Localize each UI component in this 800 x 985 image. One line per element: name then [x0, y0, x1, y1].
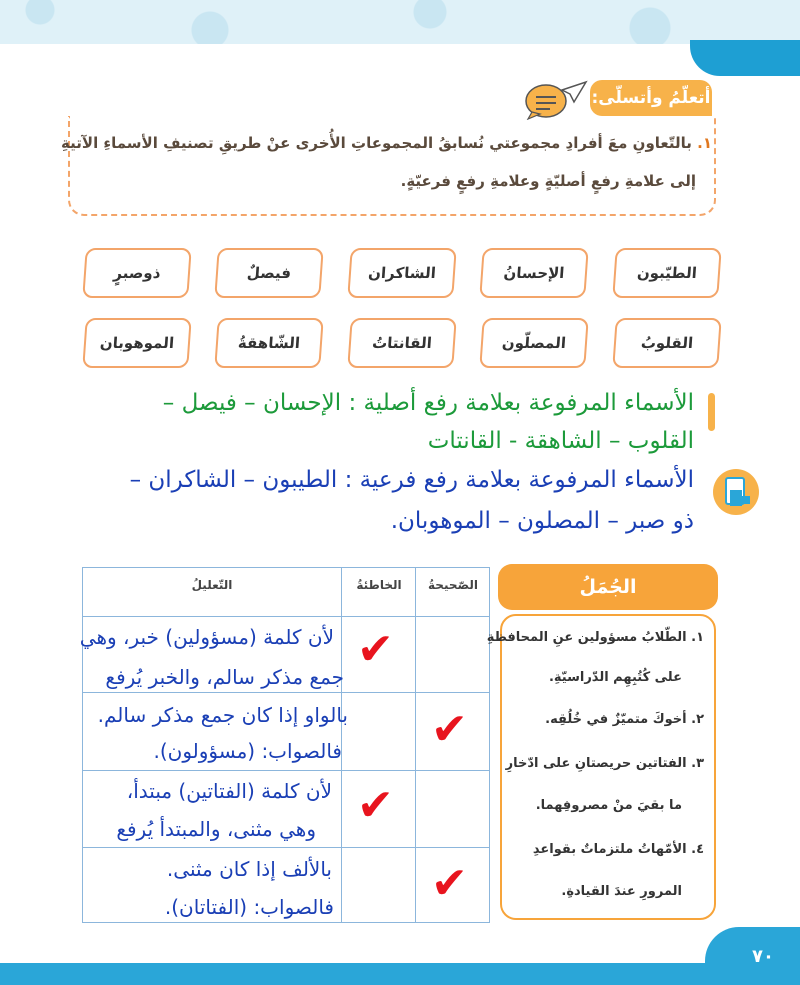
top-corner-band	[690, 40, 800, 76]
top-decorative-band	[0, 0, 800, 44]
reason-1-line-4: فالصواب: (مسؤولون).	[153, 739, 342, 763]
table-row-divider	[83, 692, 489, 693]
original-sign-answer-line-2: القلوب – الشاهقة - القانتات	[427, 428, 694, 454]
reason-1-line-1: لأن كلمة (مسؤولين) خبر، وهي	[79, 625, 334, 649]
header-correct: الصّحيحةُ	[428, 578, 478, 592]
table-divider	[415, 568, 416, 922]
word-card: المصلّون	[479, 318, 588, 368]
activity-icon	[712, 466, 760, 518]
question-box	[68, 116, 716, 216]
sentence-1-line-2: على كُتُبِهِم الدّراسيّةِ.	[548, 670, 682, 685]
check-mark-wrong-3: ✔	[357, 780, 394, 831]
bottom-decorative-band	[0, 963, 800, 985]
sentence-1-line-1: ١. الطّلابُ مسؤولين عنِ المحافظةِ	[486, 630, 704, 645]
word-card: الطيّبون	[612, 248, 721, 298]
answer-marker-bar	[708, 393, 715, 431]
sentence-4-line-2: المرورِ عندَ القيادةِ.	[561, 884, 682, 899]
question-text-1: بالتّعاونِ معَ أفرادِ مجموعتي نُسابقُ المجموعاتِ الأُخرى عنْ طريقِ تصنيفِ الأسماءِ الآتيةِ	[61, 134, 692, 152]
table-header-divider	[83, 616, 489, 617]
word-card: القانتاتُ	[347, 318, 456, 368]
page-number: ٧٠	[752, 946, 774, 967]
check-mark-correct-2: ✔	[431, 704, 468, 755]
check-mark-wrong-1: ✔	[357, 624, 394, 675]
word-card: الشّاهقةُ	[214, 318, 323, 368]
sentence-4-line-1: ٤. الأمّهاتُ ملتزماتٌ بقواعدِ	[532, 842, 704, 857]
word-card: القلوبُ	[612, 318, 721, 368]
word-card: فيصلٌ	[214, 248, 323, 298]
reason-1-line-3: بالواو إذا كان جمع مذكر سالم.	[97, 703, 348, 727]
header-reason: التّعليلُ	[191, 578, 233, 592]
reason-2-line-4: فالصواب: (الفتاتان).	[164, 895, 334, 919]
table-row-divider	[83, 770, 489, 771]
reason-1-line-2: جمع مذكر سالم، والخبر يُرفع	[105, 665, 344, 689]
sentence-3-line-1: ٣. الفتاتين حريصتانِ على ادّخارِ	[505, 756, 704, 771]
sentence-3-line-2: ما بقيَ منْ مصروفِهما.	[535, 798, 682, 813]
reason-2-line-1: لأن كلمة (الفتاتين) مبتدأ،	[126, 779, 332, 803]
chat-bubble-paper-plane-icon	[518, 78, 588, 120]
reason-2-line-2: وهي مثنى، والمبتدأ يُرفع	[116, 817, 316, 841]
question-number: ١.	[697, 134, 712, 152]
check-mark-correct-4: ✔	[431, 858, 468, 909]
word-card: الإحسانُ	[479, 248, 588, 298]
word-card: الشاكران	[347, 248, 456, 298]
reason-2-line-3: بالألف إذا كان مثنى.	[166, 857, 332, 881]
sentence-2: ٢. أخوكَ متميّزٌ في خُلُقِه.	[545, 712, 704, 727]
word-card: ذوصبرٍ	[82, 248, 191, 298]
question-line-2: إلى علامةِ رفعٍ أصليّةٍ وعلامةِ رفعٍ فرعيّةٍ.	[400, 172, 696, 190]
section-title: أتعلّمُ وأتسلّى:	[590, 80, 712, 116]
table-row-divider	[83, 847, 489, 848]
derived-sign-answer-line-1: الأسماء المرفوعة بعلامة رفع فرعية : الطيبون – الشاكران –	[129, 467, 694, 493]
original-sign-answer-line-1: الأسماء المرفوعة بعلامة رفع أصلية : الإحسان – فيصل –	[162, 390, 694, 416]
header-wrong: الخاطئةُ	[356, 578, 402, 592]
question-line-1	[61, 134, 712, 152]
sentences-title: الجُمَلُ	[498, 564, 718, 610]
word-card: الموهوبان	[82, 318, 191, 368]
derived-sign-answer-line-2: ذو صبر – المصلون – الموهوبان.	[390, 508, 694, 534]
